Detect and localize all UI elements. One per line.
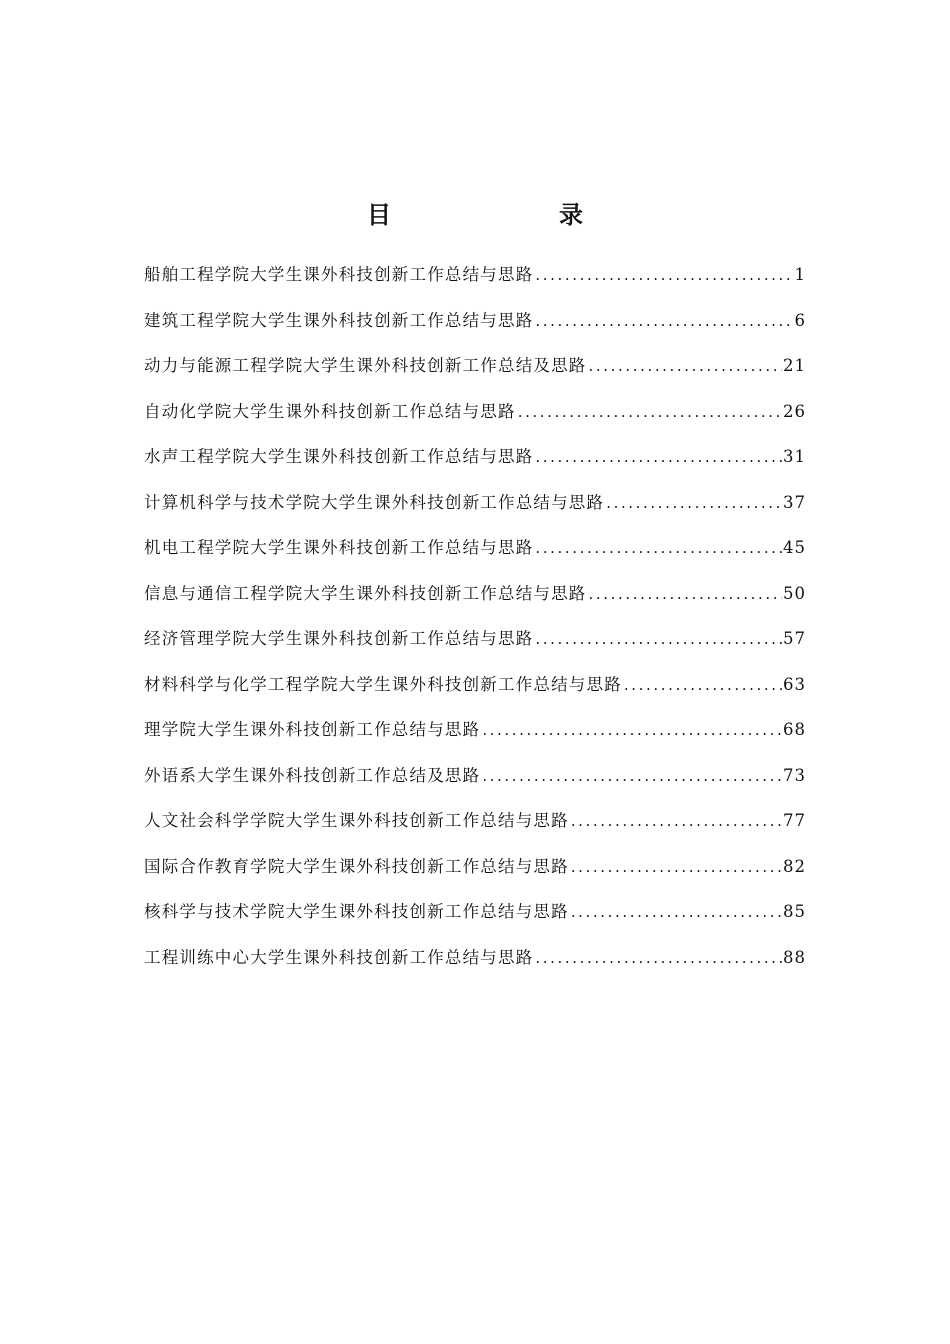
toc-entry-page: 57 — [783, 629, 806, 648]
toc-entry-page: 68 — [783, 720, 806, 739]
toc-entry[interactable] — [144, 395, 806, 441]
toc-entry-page: 26 — [783, 401, 806, 421]
toc-entry-page: 63 — [783, 674, 806, 694]
toc-entry-title: 人文社会科学学院大学生课外科技创新工作总结与思路 — [144, 811, 569, 830]
toc-entry[interactable] — [144, 850, 806, 896]
toc-title: 目 录 — [367, 201, 655, 229]
toc-entry[interactable] — [144, 304, 806, 350]
toc-entry[interactable] — [144, 941, 806, 987]
toc-entry-page: 82 — [783, 856, 806, 876]
toc-entry[interactable] — [144, 622, 806, 668]
toc-entry[interactable] — [144, 440, 806, 486]
toc-entry-title: 建筑工程学院大学生课外科技创新工作总结与思路 — [144, 310, 534, 330]
toc-entry[interactable] — [144, 804, 806, 850]
toc-dot-leader — [569, 895, 782, 929]
toc-entry-title: 自动化学院大学生课外科技创新工作总结与思路 — [144, 401, 516, 421]
toc-entry-page: 37 — [783, 492, 806, 512]
toc-dot-leader — [480, 713, 782, 747]
toc-entry-page: 50 — [783, 583, 806, 603]
toc-dot-leader — [533, 531, 782, 565]
toc-entry-title: 计算机科学与技术学院大学生课外科技创新工作总结与思路 — [144, 492, 605, 512]
toc-entry[interactable] — [144, 895, 806, 941]
toc-entry[interactable] — [144, 713, 806, 759]
toc-entry-page: 21 — [783, 356, 806, 375]
table-of-contents — [144, 258, 806, 986]
toc-entry-page: 1 — [794, 265, 806, 284]
toc-entry-title: 水声工程学院大学生课外科技创新工作总结与思路 — [144, 447, 534, 466]
toc-dot-leader — [604, 486, 782, 520]
toc-dot-leader — [533, 622, 782, 656]
toc-dot-leader — [533, 258, 793, 292]
toc-entry[interactable] — [144, 668, 806, 714]
toc-dot-leader — [587, 349, 783, 383]
toc-dot-leader — [516, 395, 782, 429]
toc-dot-leader — [533, 440, 782, 474]
toc-dot-leader — [587, 577, 783, 611]
toc-entry-page: 88 — [783, 947, 806, 967]
toc-entry-title: 经济管理学院大学生课外科技创新工作总结与思路 — [144, 629, 534, 648]
toc-entry[interactable] — [144, 759, 806, 805]
toc-entry-title: 国际合作教育学院大学生课外科技创新工作总结与思路 — [144, 856, 569, 876]
toc-entry[interactable] — [144, 349, 806, 395]
toc-entry-page: 73 — [783, 765, 806, 785]
toc-dot-leader — [480, 759, 782, 793]
toc-entry-title: 船舶工程学院大学生课外科技创新工作总结与思路 — [144, 265, 534, 284]
toc-entry-title: 材料科学与化学工程学院大学生课外科技创新工作总结与思路 — [144, 674, 622, 694]
toc-entry-title: 外语系大学生课外科技创新工作总结及思路 — [144, 765, 481, 785]
toc-entry-page: 77 — [783, 811, 806, 830]
toc-dot-leader — [533, 304, 793, 338]
toc-entry[interactable] — [144, 486, 806, 532]
toc-entry[interactable] — [144, 258, 806, 304]
toc-entry[interactable] — [144, 577, 806, 623]
toc-entry-title: 工程训练中心大学生课外科技创新工作总结与思路 — [144, 947, 534, 967]
toc-dot-leader — [569, 850, 782, 884]
toc-dot-leader — [569, 804, 782, 838]
toc-dot-leader — [622, 668, 782, 702]
toc-entry-page: 45 — [783, 538, 806, 557]
toc-dot-leader — [533, 941, 782, 975]
toc-entry-title: 核科学与技术学院大学生课外科技创新工作总结与思路 — [144, 902, 569, 921]
toc-entry-page: 6 — [794, 310, 806, 330]
toc-entry-page: 31 — [783, 447, 806, 466]
toc-entry-title: 机电工程学院大学生课外科技创新工作总结与思路 — [144, 538, 534, 557]
toc-entry-title: 动力与能源工程学院大学生课外科技创新工作总结及思路 — [144, 356, 587, 375]
toc-entry-title: 理学院大学生课外科技创新工作总结与思路 — [144, 720, 481, 739]
toc-entry[interactable] — [144, 531, 806, 577]
toc-entry-page: 85 — [783, 902, 806, 921]
toc-entry-title: 信息与通信工程学院大学生课外科技创新工作总结与思路 — [144, 583, 587, 603]
